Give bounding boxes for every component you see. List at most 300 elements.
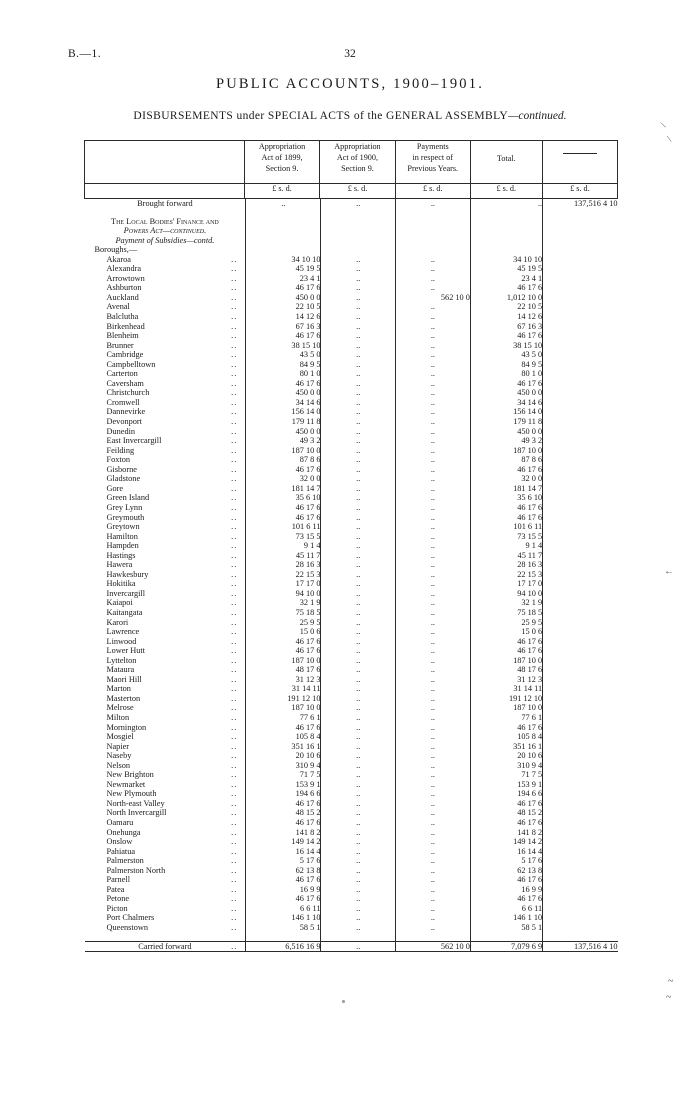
cell-total: 22 10 5 — [470, 302, 542, 312]
cell-previous-years: .. — [395, 369, 470, 379]
cell-appropriation-1900: .. — [321, 751, 395, 761]
leader-dots: .. — [231, 493, 238, 503]
leader-dots: .. — [231, 903, 238, 913]
cell-appropriation-1899: 22 10 5 — [246, 302, 321, 312]
leader-dots: .. — [231, 512, 238, 522]
leader-dots: .. — [231, 741, 238, 751]
row-label: Foxton .. — [106, 455, 238, 465]
row-label: Payment of Subsidies—contd. — [115, 235, 215, 245]
row-label: Greymouth .. — [106, 512, 238, 522]
leader-dots: .. — [231, 779, 238, 789]
row-label: Christchurch .. — [106, 388, 238, 398]
cell-total: 45 11 7 — [470, 551, 542, 561]
cell-grand-total — [543, 350, 618, 360]
cell-previous-years: 562 10 0 — [395, 293, 470, 303]
cell-previous-years: .. — [395, 732, 470, 742]
cell-grand-total — [543, 818, 618, 828]
cell-appropriation-1900: .. — [321, 799, 395, 809]
cell-appropriation-1900: .. — [321, 923, 395, 933]
leader-dots: .. — [231, 884, 238, 894]
cell-previous-years: .. — [395, 513, 470, 523]
table-row — [85, 646, 618, 656]
cell-grand-total — [543, 770, 618, 780]
cell-grand-total — [543, 446, 618, 456]
margin-mark-2: \ — [666, 133, 673, 146]
cell-appropriation-1899: 48 15 2 — [246, 808, 321, 818]
table-row — [85, 474, 618, 484]
cell-total: 351 16 1 — [470, 742, 542, 752]
leader-dots: .. — [231, 712, 238, 722]
table-row — [85, 455, 618, 465]
cell-appropriation-1899: 32 0 0 — [246, 474, 321, 484]
cell-appropriation-1900: .. — [321, 713, 395, 723]
cell-appropriation-1899: 94 10 0 — [246, 589, 321, 599]
header-total: Total. — [470, 141, 542, 184]
leader-dots: .. — [231, 808, 238, 818]
cell-appropriation-1900: .. — [321, 589, 395, 599]
cell-grand-total — [543, 455, 618, 465]
cell-previous-years: .. — [395, 723, 470, 733]
cell-appropriation-1900 — [321, 217, 395, 227]
row-label: Kaiapoi .. — [106, 598, 238, 608]
leader-dots: .. — [231, 751, 238, 761]
table-row — [85, 913, 618, 923]
cell-total — [470, 236, 542, 246]
entries-table — [85, 199, 618, 951]
row-label: Marton .. — [106, 684, 238, 694]
cell-total: 84 9 5 — [470, 360, 542, 370]
cell-previous-years: .. — [395, 255, 470, 265]
cell-previous-years: .. — [395, 264, 470, 274]
table-row — [85, 684, 618, 694]
row-label: Brought forward — [137, 199, 193, 208]
cell-total: 7,079 6 9 — [470, 941, 542, 951]
cell-appropriation-1900: .. — [321, 866, 395, 876]
cell-grand-total — [543, 703, 618, 713]
cell-previous-years: .. — [395, 570, 470, 580]
cell-appropriation-1899: 49 3 2 — [246, 436, 321, 446]
cell-grand-total — [543, 694, 618, 704]
row-spacer — [85, 209, 618, 217]
cell-total: 58 5 1 — [470, 923, 542, 933]
cell-grand-total — [543, 742, 618, 752]
cell-grand-total — [543, 837, 618, 847]
cell-appropriation-1900: .. — [321, 360, 395, 370]
cell-grand-total — [543, 427, 618, 437]
cell-appropriation-1900: .. — [321, 894, 395, 904]
cell-total: 153 9 1 — [470, 780, 542, 790]
cell-appropriation-1899: 25 9 5 — [246, 618, 321, 628]
table-row — [85, 789, 618, 799]
cell-appropriation-1899: 71 7 5 — [246, 770, 321, 780]
cell-appropriation-1900: .. — [321, 312, 395, 322]
margin-mark-5: ~ — [666, 992, 672, 1003]
table-row — [85, 598, 618, 608]
cell-appropriation-1899: 149 14 2 — [246, 837, 321, 847]
table-row — [85, 331, 618, 341]
cell-previous-years: .. — [395, 856, 470, 866]
row-label: Grey Lynn .. — [106, 502, 238, 512]
cell-total: 75 18 5 — [470, 608, 542, 618]
table-row — [85, 484, 618, 494]
cell-appropriation-1899: 34 10 10 — [246, 255, 321, 265]
table-row — [85, 551, 618, 561]
cell-appropriation-1899: 23 4 1 — [246, 274, 321, 284]
cell-grand-total — [543, 484, 618, 494]
table-row — [85, 875, 618, 885]
leader-dots: .. — [231, 798, 238, 808]
spacer-cell — [395, 933, 470, 942]
row-label: Patea .. — [106, 884, 238, 894]
row-label: Onehunga .. — [106, 827, 238, 837]
accounts-table — [84, 140, 618, 952]
row-label: Newmarket .. — [106, 779, 238, 789]
leader-dots: .. — [231, 445, 238, 455]
row-label: Birkenhead .. — [106, 321, 238, 331]
table-row — [85, 799, 618, 809]
row-spacer — [85, 933, 618, 942]
cell-appropriation-1900: .. — [321, 388, 395, 398]
cell-appropriation-1899: 187 10 0 — [246, 446, 321, 456]
row-label: New Plymouth .. — [106, 789, 238, 799]
cell-appropriation-1900 — [321, 245, 395, 255]
table-row — [85, 312, 618, 322]
row-label: Melrose .. — [106, 703, 238, 713]
cell-appropriation-1899: 31 14 11 — [246, 684, 321, 694]
leader-dots: .. — [231, 703, 238, 713]
row-label: East Invercargill .. — [106, 436, 238, 446]
cell-grand-total — [543, 532, 618, 542]
cell-appropriation-1900: .. — [321, 541, 395, 551]
cell-total: 25 9 5 — [470, 618, 542, 628]
cell-total: 14 12 6 — [470, 312, 542, 322]
row-label: Arrowtown .. — [106, 273, 238, 283]
cell-appropriation-1900: .. — [321, 618, 395, 628]
cell-grand-total — [543, 226, 618, 236]
cell-appropriation-1899: 101 6 11 — [246, 522, 321, 532]
cell-total: 310 9 4 — [470, 761, 542, 771]
cell-appropriation-1899: 32 1 9 — [246, 598, 321, 608]
row-label: Mataura .. — [106, 665, 238, 675]
cell-previous-years: .. — [395, 283, 470, 293]
leader-dots: .. — [231, 397, 238, 407]
cell-grand-total — [543, 684, 618, 694]
cell-total — [470, 245, 542, 255]
cell-grand-total — [543, 799, 618, 809]
cell-total: 105 8 4 — [470, 732, 542, 742]
cell-total: 149 14 2 — [470, 837, 542, 847]
cell-appropriation-1900: .. — [321, 465, 395, 475]
cell-previous-years: .. — [395, 828, 470, 838]
cell-grand-total — [543, 723, 618, 733]
row-label: Onslow .. — [106, 837, 238, 847]
cell-appropriation-1899: 187 10 0 — [246, 656, 321, 666]
cell-appropriation-1900: .. — [321, 455, 395, 465]
cell-appropriation-1900: .. — [321, 656, 395, 666]
cell-grand-total — [543, 570, 618, 580]
cell-appropriation-1900: .. — [321, 637, 395, 647]
row-label: Cromwell .. — [106, 397, 238, 407]
cell-appropriation-1900: .. — [321, 742, 395, 752]
cell-total: .. — [470, 199, 542, 209]
cell-appropriation-1900: .. — [321, 436, 395, 446]
table-row — [85, 541, 618, 551]
cell-appropriation-1900: .. — [321, 560, 395, 570]
cell-previous-years: .. — [395, 560, 470, 570]
spacer-cell — [543, 209, 618, 217]
row-label: The Local Bodies' Finance and — [111, 216, 219, 226]
table-row — [85, 618, 618, 628]
cell-previous-years: .. — [395, 837, 470, 847]
row-label: Feilding .. — [106, 445, 238, 455]
cell-total: 17 17 0 — [470, 579, 542, 589]
cell-total: 80 1 0 — [470, 369, 542, 379]
cell-appropriation-1899 — [246, 217, 321, 227]
cell-grand-total — [543, 780, 618, 790]
cell-grand-total — [543, 627, 618, 637]
cell-previous-years: .. — [395, 551, 470, 561]
row-label: Auckland .. — [106, 292, 238, 302]
cell-appropriation-1900: .. — [321, 780, 395, 790]
leader-dots: .. — [231, 407, 238, 417]
row-label: Mornington .. — [106, 722, 238, 732]
cell-appropriation-1900: .. — [321, 789, 395, 799]
cell-appropriation-1899: 84 9 5 — [246, 360, 321, 370]
cell-grand-total — [543, 264, 618, 274]
leader-dots: .. — [231, 684, 238, 694]
cell-appropriation-1900: .. — [321, 199, 395, 209]
table-row — [85, 904, 618, 914]
table-row — [85, 360, 618, 370]
table-row — [85, 255, 618, 265]
row-label: Queenstown .. — [106, 923, 238, 933]
cell-grand-total — [543, 465, 618, 475]
cell-appropriation-1900: .. — [321, 808, 395, 818]
cell-grand-total — [543, 894, 618, 904]
spacer-cell — [321, 209, 395, 217]
table-row — [85, 503, 618, 513]
units-row — [85, 184, 618, 199]
cell-total: 46 17 6 — [470, 331, 542, 341]
table-row — [85, 350, 618, 360]
table-row — [85, 341, 618, 351]
row-label: Hawera .. — [106, 560, 238, 570]
cell-appropriation-1900: .. — [321, 665, 395, 675]
leader-dots: .. — [231, 865, 238, 875]
table-row — [85, 780, 618, 790]
row-label: Green Island .. — [106, 493, 238, 503]
leader-dots: .. — [231, 369, 238, 379]
row-label: Naseby .. — [106, 751, 238, 761]
cell-grand-total — [543, 913, 618, 923]
cell-previous-years: .. — [395, 484, 470, 494]
table-row — [85, 675, 618, 685]
header-dash-rule — [563, 153, 597, 154]
row-label: Palmerston .. — [106, 856, 238, 866]
cell-total: 101 6 11 — [470, 522, 542, 532]
cell-appropriation-1900: .. — [321, 474, 395, 484]
cell-appropriation-1899: 46 17 6 — [246, 894, 321, 904]
cell-previous-years: .. — [395, 503, 470, 513]
cell-total: 46 17 6 — [470, 799, 542, 809]
leader-dots: .. — [231, 264, 238, 274]
cell-total: 46 17 6 — [470, 465, 542, 475]
cell-total: 46 17 6 — [470, 894, 542, 904]
leader-dots: .. — [231, 789, 238, 799]
table-row — [85, 493, 618, 503]
leader-dots: .. — [231, 436, 238, 446]
cell-appropriation-1900: .. — [321, 608, 395, 618]
table-row — [85, 828, 618, 838]
cell-appropriation-1899: 153 9 1 — [246, 780, 321, 790]
row-label: Ashburton .. — [106, 283, 238, 293]
cell-appropriation-1899: 450 0 0 — [246, 427, 321, 437]
cell-grand-total — [543, 808, 618, 818]
cell-previous-years: .. — [395, 675, 470, 685]
leader-dots: .. — [231, 894, 238, 904]
table-row — [85, 656, 618, 666]
cell-appropriation-1900: .. — [321, 828, 395, 838]
cell-appropriation-1899: 5 17 6 — [246, 856, 321, 866]
cell-previous-years: .. — [395, 913, 470, 923]
leader-dots: .. — [231, 522, 238, 532]
cell-grand-total — [543, 341, 618, 351]
cell-appropriation-1900: .. — [321, 818, 395, 828]
cell-grand-total — [543, 866, 618, 876]
leader-dots: .. — [231, 455, 238, 465]
leader-dots: .. — [231, 541, 238, 551]
table-row — [85, 427, 618, 437]
page-smudge — [342, 1000, 345, 1003]
cell-total: 62 13 8 — [470, 866, 542, 876]
margin-mark-4: ~ — [668, 976, 674, 987]
table-row — [85, 245, 618, 255]
cell-grand-total — [543, 541, 618, 551]
leader-dots: .. — [231, 875, 238, 885]
cell-previous-years: .. — [395, 770, 470, 780]
table-row — [85, 226, 618, 236]
header-grand-total — [542, 141, 617, 184]
leader-dots: .. — [231, 579, 238, 589]
cell-appropriation-1899: 35 6 10 — [246, 493, 321, 503]
cell-appropriation-1899: 80 1 0 — [246, 369, 321, 379]
table-row — [85, 302, 618, 312]
row-label: Parnell .. — [106, 875, 238, 885]
cell-appropriation-1900: .. — [321, 598, 395, 608]
row-label: Boroughs,— — [94, 245, 138, 255]
leader-dots: .. — [231, 254, 238, 264]
cell-grand-total — [543, 646, 618, 656]
cell-previous-years: .. — [395, 379, 470, 389]
cell-previous-years: .. — [395, 627, 470, 637]
cell-total: 16 9 9 — [470, 885, 542, 895]
cell-previous-years: .. — [395, 446, 470, 456]
table-row — [85, 217, 618, 227]
cell-appropriation-1900 — [321, 226, 395, 236]
cell-appropriation-1899 — [246, 245, 321, 255]
cell-appropriation-1899: 191 12 10 — [246, 694, 321, 704]
table-row — [85, 742, 618, 752]
cell-previous-years: 562 10 0 — [395, 941, 470, 951]
cell-appropriation-1899: 179 11 8 — [246, 417, 321, 427]
cell-total: 46 17 6 — [470, 818, 542, 828]
cell-appropriation-1899: 34 14 6 — [246, 398, 321, 408]
table-header — [85, 141, 618, 199]
cell-appropriation-1899: 14 12 6 — [246, 312, 321, 322]
table-row — [85, 847, 618, 857]
table-row — [85, 560, 618, 570]
cell-appropriation-1899: 46 17 6 — [246, 513, 321, 523]
cell-total: 28 16 3 — [470, 560, 542, 570]
body-cell — [85, 199, 618, 952]
cell-total: 77 6 1 — [470, 713, 542, 723]
cell-appropriation-1900: .. — [321, 369, 395, 379]
leader-dots: .. — [231, 665, 238, 675]
cell-appropriation-1900: .. — [321, 341, 395, 351]
table-row — [85, 732, 618, 742]
cell-previous-years — [395, 217, 470, 227]
cell-total: 34 14 6 — [470, 398, 542, 408]
cell-total: 46 17 6 — [470, 646, 542, 656]
cell-total: 187 10 0 — [470, 656, 542, 666]
table-row — [85, 627, 618, 637]
cell-appropriation-1899: 48 17 6 — [246, 665, 321, 675]
row-label: Petone .. — [106, 894, 238, 904]
cell-grand-total — [543, 847, 618, 857]
cell-previous-years: .. — [395, 427, 470, 437]
cell-total: 450 0 0 — [470, 427, 542, 437]
cell-grand-total — [543, 856, 618, 866]
row-label: Hastings .. — [106, 550, 238, 560]
subtitle-continued: —continued. — [508, 110, 567, 122]
table-row — [85, 199, 618, 209]
header-previous-years: Payments in respect of Previous Years. — [395, 141, 470, 184]
table-row — [85, 856, 618, 866]
table-row — [85, 808, 618, 818]
cell-appropriation-1900: .. — [321, 675, 395, 685]
row-label: Pahiatua .. — [106, 846, 238, 856]
cell-appropriation-1899: 156 14 0 — [246, 407, 321, 417]
cell-appropriation-1899: 450 0 0 — [246, 388, 321, 398]
leader-dots: .. — [231, 818, 238, 827]
cell-total: 73 15 5 — [470, 532, 542, 542]
cell-previous-years: .. — [395, 799, 470, 809]
cell-grand-total — [543, 665, 618, 675]
cell-appropriation-1900: .. — [321, 446, 395, 456]
cell-grand-total — [543, 474, 618, 484]
cell-appropriation-1899: 46 17 6 — [246, 875, 321, 885]
cell-grand-total — [543, 513, 618, 523]
cell-total: 46 17 6 — [470, 283, 542, 293]
table-row — [85, 322, 618, 332]
leader-dots: .. — [231, 464, 238, 474]
cell-previous-years: .. — [395, 894, 470, 904]
subtitle-main: DISBURSEMENTS under SPECIAL ACTS of the GENERAL ASSEMBLY — [133, 110, 509, 122]
cell-total: 450 0 0 — [470, 388, 542, 398]
cell-previous-years: .. — [395, 407, 470, 417]
cell-grand-total — [543, 751, 618, 761]
row-label: Hampden .. — [106, 541, 238, 551]
cell-appropriation-1899: 45 11 7 — [246, 551, 321, 561]
cell-previous-years — [395, 245, 470, 255]
cell-total: 187 10 0 — [470, 446, 542, 456]
cell-appropriation-1900: .. — [321, 694, 395, 704]
table-row — [85, 274, 618, 284]
cell-grand-total — [543, 551, 618, 561]
table-row — [85, 818, 618, 828]
leader-dots: .. — [231, 923, 238, 933]
cell-appropriation-1899: 194 6 6 — [246, 789, 321, 799]
